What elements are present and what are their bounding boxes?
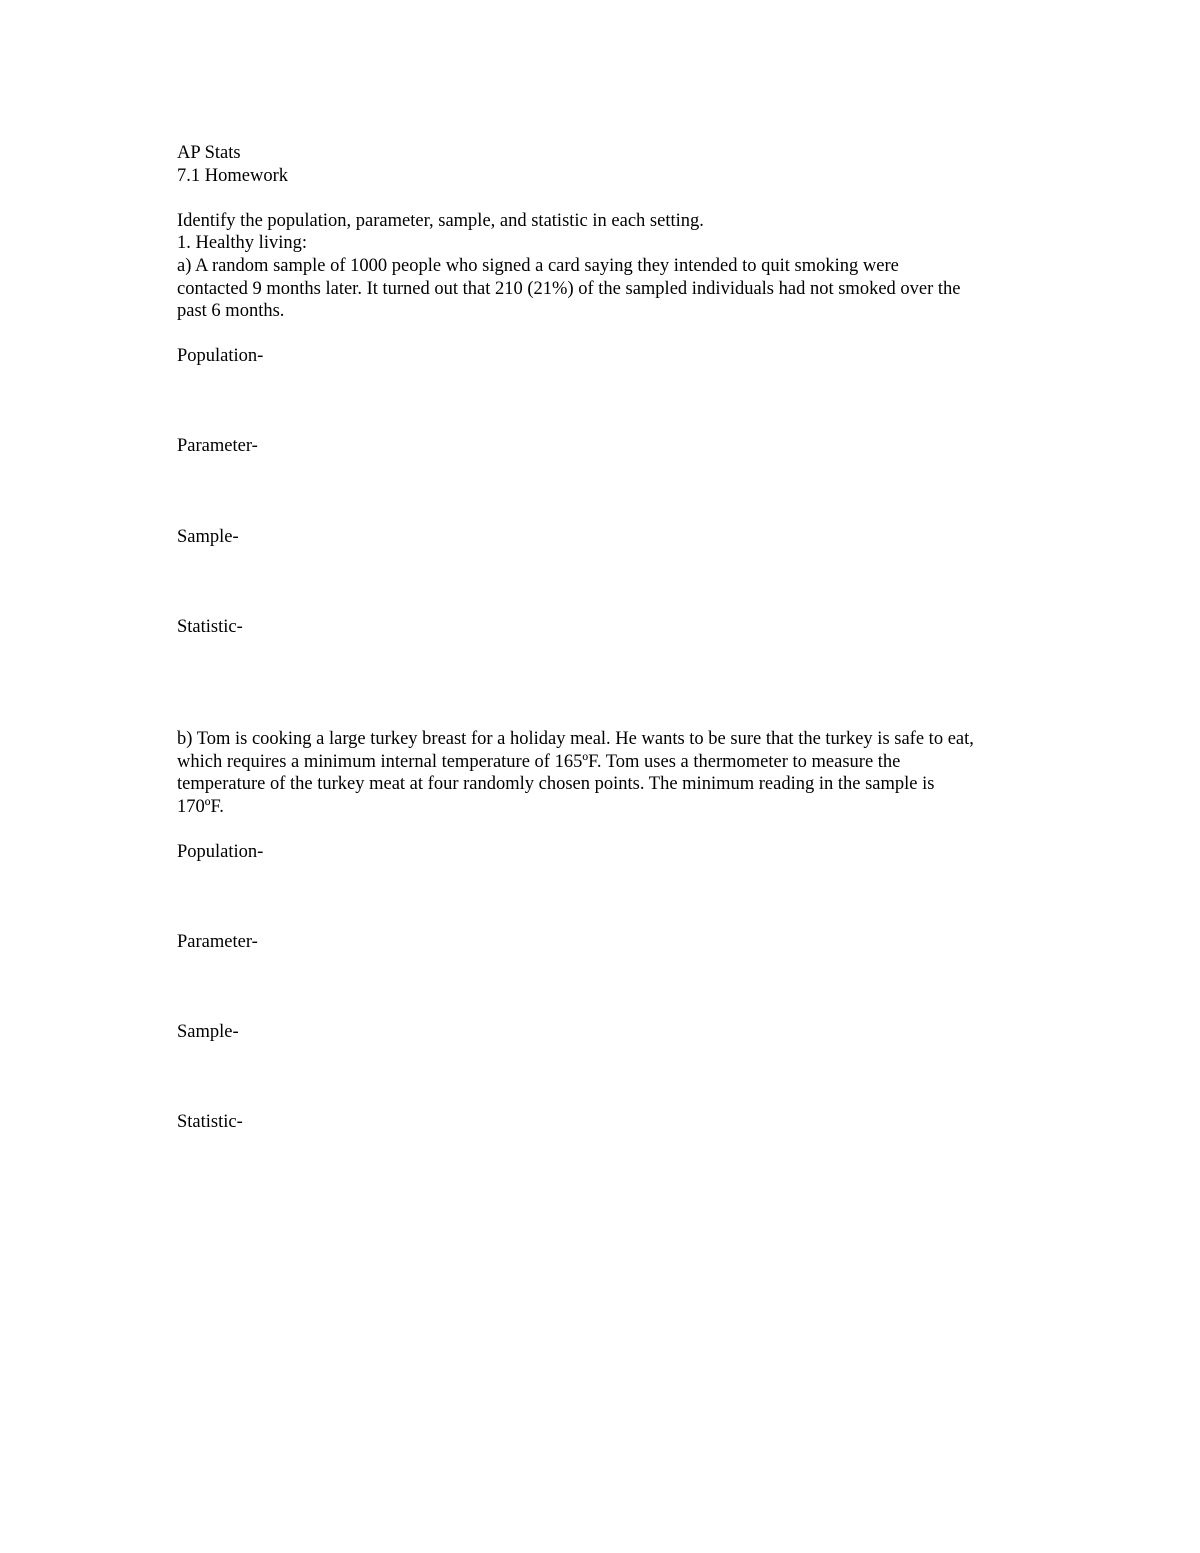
part-a-sample-answer-space (177, 548, 1037, 616)
part-b-statistic-label: Statistic- (177, 1112, 243, 1133)
part-a-line: contacted 9 months later. It turned out that 210 (21%) of the sampled individuals had not smoked over the (177, 278, 961, 299)
part-a-statistic-label: Statistic- (177, 616, 243, 637)
part-a-population-answer-space (177, 368, 1037, 436)
part-a-text (177, 255, 1037, 323)
spacer (177, 819, 1037, 842)
part-b-line: temperature of the turkey meat at four randomly chosen points. The minimum reading in the sample is (177, 774, 935, 795)
part-b-population-answer-space (177, 864, 1037, 932)
document-body (177, 142, 1037, 1134)
part-b-line: 170ºF. (177, 797, 224, 817)
part-b-line: b) Tom is cooking a large turkey breast for a holiday meal. He wants to be sure that the turkey is safe to eat, (177, 729, 974, 750)
part-a-line: a) A random sample of 1000 people who signed a card saying they intended to quit smoking were (177, 255, 899, 276)
part-b-parameter-answer-space (177, 954, 1037, 1022)
spacer (177, 187, 1037, 210)
part-a-parameter-label: Parameter- (177, 436, 258, 457)
part-a-parameter-answer-space (177, 458, 1037, 526)
instructions: Identify the population, parameter, sample, and statistic in each setting. (177, 210, 704, 231)
part-a-line: past 6 months. (177, 301, 285, 322)
part-b-parameter-label: Parameter- (177, 932, 258, 953)
assignment-title: 7.1 Homework (177, 165, 288, 186)
spacer (177, 323, 1037, 346)
part-b-line: which requires a minimum internal temperature of 165ºF. Tom uses a thermometer to measure the (177, 751, 901, 772)
part-b-sample-label: Sample- (177, 1022, 239, 1043)
part-a-statistic-answer-space (177, 638, 1037, 728)
problem-title: 1. Healthy living: (177, 233, 307, 254)
part-b-sample-answer-space (177, 1044, 1037, 1112)
part-a-population-label: Population- (177, 346, 264, 367)
part-b-population-label: Population- (177, 842, 264, 863)
part-a-sample-label: Sample- (177, 526, 239, 547)
course-title: AP Stats (177, 143, 241, 163)
part-b-text (177, 728, 1037, 818)
